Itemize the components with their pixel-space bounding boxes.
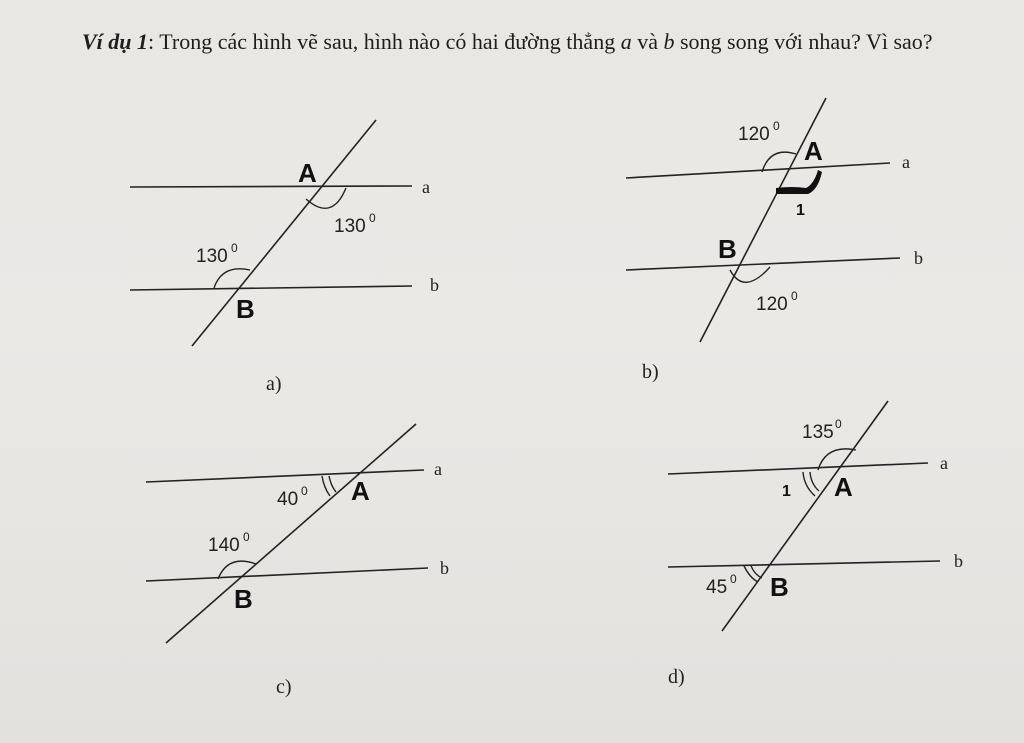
fig-c-angle-a-value: 40 <box>277 489 299 510</box>
fig-c-angle-arc-a2 <box>329 476 336 492</box>
fig-c-angle-arc-a1 <box>322 476 330 496</box>
fig-a-angle-b-value: 130 <box>196 246 228 267</box>
fig-d-angle-arc-b2 <box>751 566 762 578</box>
fig-b-angle-arc-b <box>730 267 770 282</box>
figure-a <box>130 120 439 395</box>
fig-d-angle-b-value: 45 <box>706 577 728 598</box>
fig-b-angle-b-degree: 0 <box>791 289 798 303</box>
fig-c-line-a <box>146 470 424 482</box>
fig-b-label-line-a: a <box>902 152 910 172</box>
var-a: a <box>620 29 632 54</box>
fig-d-caption: d) <box>668 666 685 688</box>
fig-d-point-a: A <box>834 472 853 502</box>
fig-b-caption: b) <box>642 361 659 383</box>
fig-a-angle-a-value: 130 <box>334 216 366 237</box>
text-and: và <box>637 29 658 54</box>
figure-b <box>626 98 923 383</box>
fig-a-line-b <box>130 286 412 290</box>
fig-b-angle-b-value: 120 <box>756 294 788 315</box>
fig-d-label-line-b: b <box>954 551 963 571</box>
fig-d-label-line-a: a <box>940 453 948 473</box>
problem-text-2: song song với nhau? Vì sao? <box>679 29 933 54</box>
fig-b-angle-index: 1 <box>796 202 805 219</box>
fig-c-line-b <box>146 568 428 581</box>
fig-b-line-b <box>626 258 900 270</box>
fig-a-angle-arc-b <box>214 269 250 288</box>
fig-c-angle-a-degree: 0 <box>301 484 308 498</box>
fig-d-point-b: B <box>770 572 789 602</box>
fig-d-angle-index: 1 <box>782 483 791 500</box>
fig-c-label-line-a: a <box>434 459 442 479</box>
figure-d <box>668 401 963 688</box>
fig-d-line-b <box>668 561 940 567</box>
fig-a-line-a <box>130 186 412 187</box>
fig-a-angle-a-degree: 0 <box>369 211 376 225</box>
fig-a-point-b: B <box>236 294 255 324</box>
example-label: Ví dụ 1 <box>82 29 149 54</box>
fig-b-point-a: A <box>804 136 823 166</box>
fig-b-label-line-b: b <box>914 248 923 268</box>
fig-a-point-a: A <box>298 158 317 188</box>
fig-a-label-line-b: b <box>430 275 439 295</box>
fig-c-label-line-b: b <box>440 558 449 578</box>
fig-d-angle-arc-1b <box>810 472 819 491</box>
fig-a-angle-b-degree: 0 <box>231 241 238 255</box>
var-b: b <box>663 29 675 54</box>
fig-d-line-a <box>668 463 928 474</box>
fig-a-label-line-a: a <box>422 177 430 197</box>
problem-text-1: : Trong các hình vẽ sau, hình nào có hai đường thẳng <box>148 29 616 54</box>
fig-b-line-a <box>626 163 890 178</box>
fig-c-point-b: B <box>234 584 253 614</box>
fig-b-angle-a-degree: 0 <box>773 119 780 133</box>
figure-c <box>146 424 449 698</box>
fig-d-angle-a-degree: 0 <box>835 417 842 431</box>
fig-b-point-b: B <box>718 234 737 264</box>
fig-c-transversal <box>166 424 416 643</box>
fig-d-angle-b-degree: 0 <box>730 572 737 586</box>
fig-d-angle-a-value: 135 <box>802 422 834 443</box>
fig-c-caption: c) <box>276 676 292 698</box>
fig-c-angle-b-value: 140 <box>208 535 240 556</box>
fig-c-angle-b-degree: 0 <box>243 530 250 544</box>
fig-b-angle-a-value: 120 <box>738 124 770 145</box>
fig-a-caption: a) <box>266 373 282 395</box>
fig-c-point-a: A <box>351 476 370 506</box>
